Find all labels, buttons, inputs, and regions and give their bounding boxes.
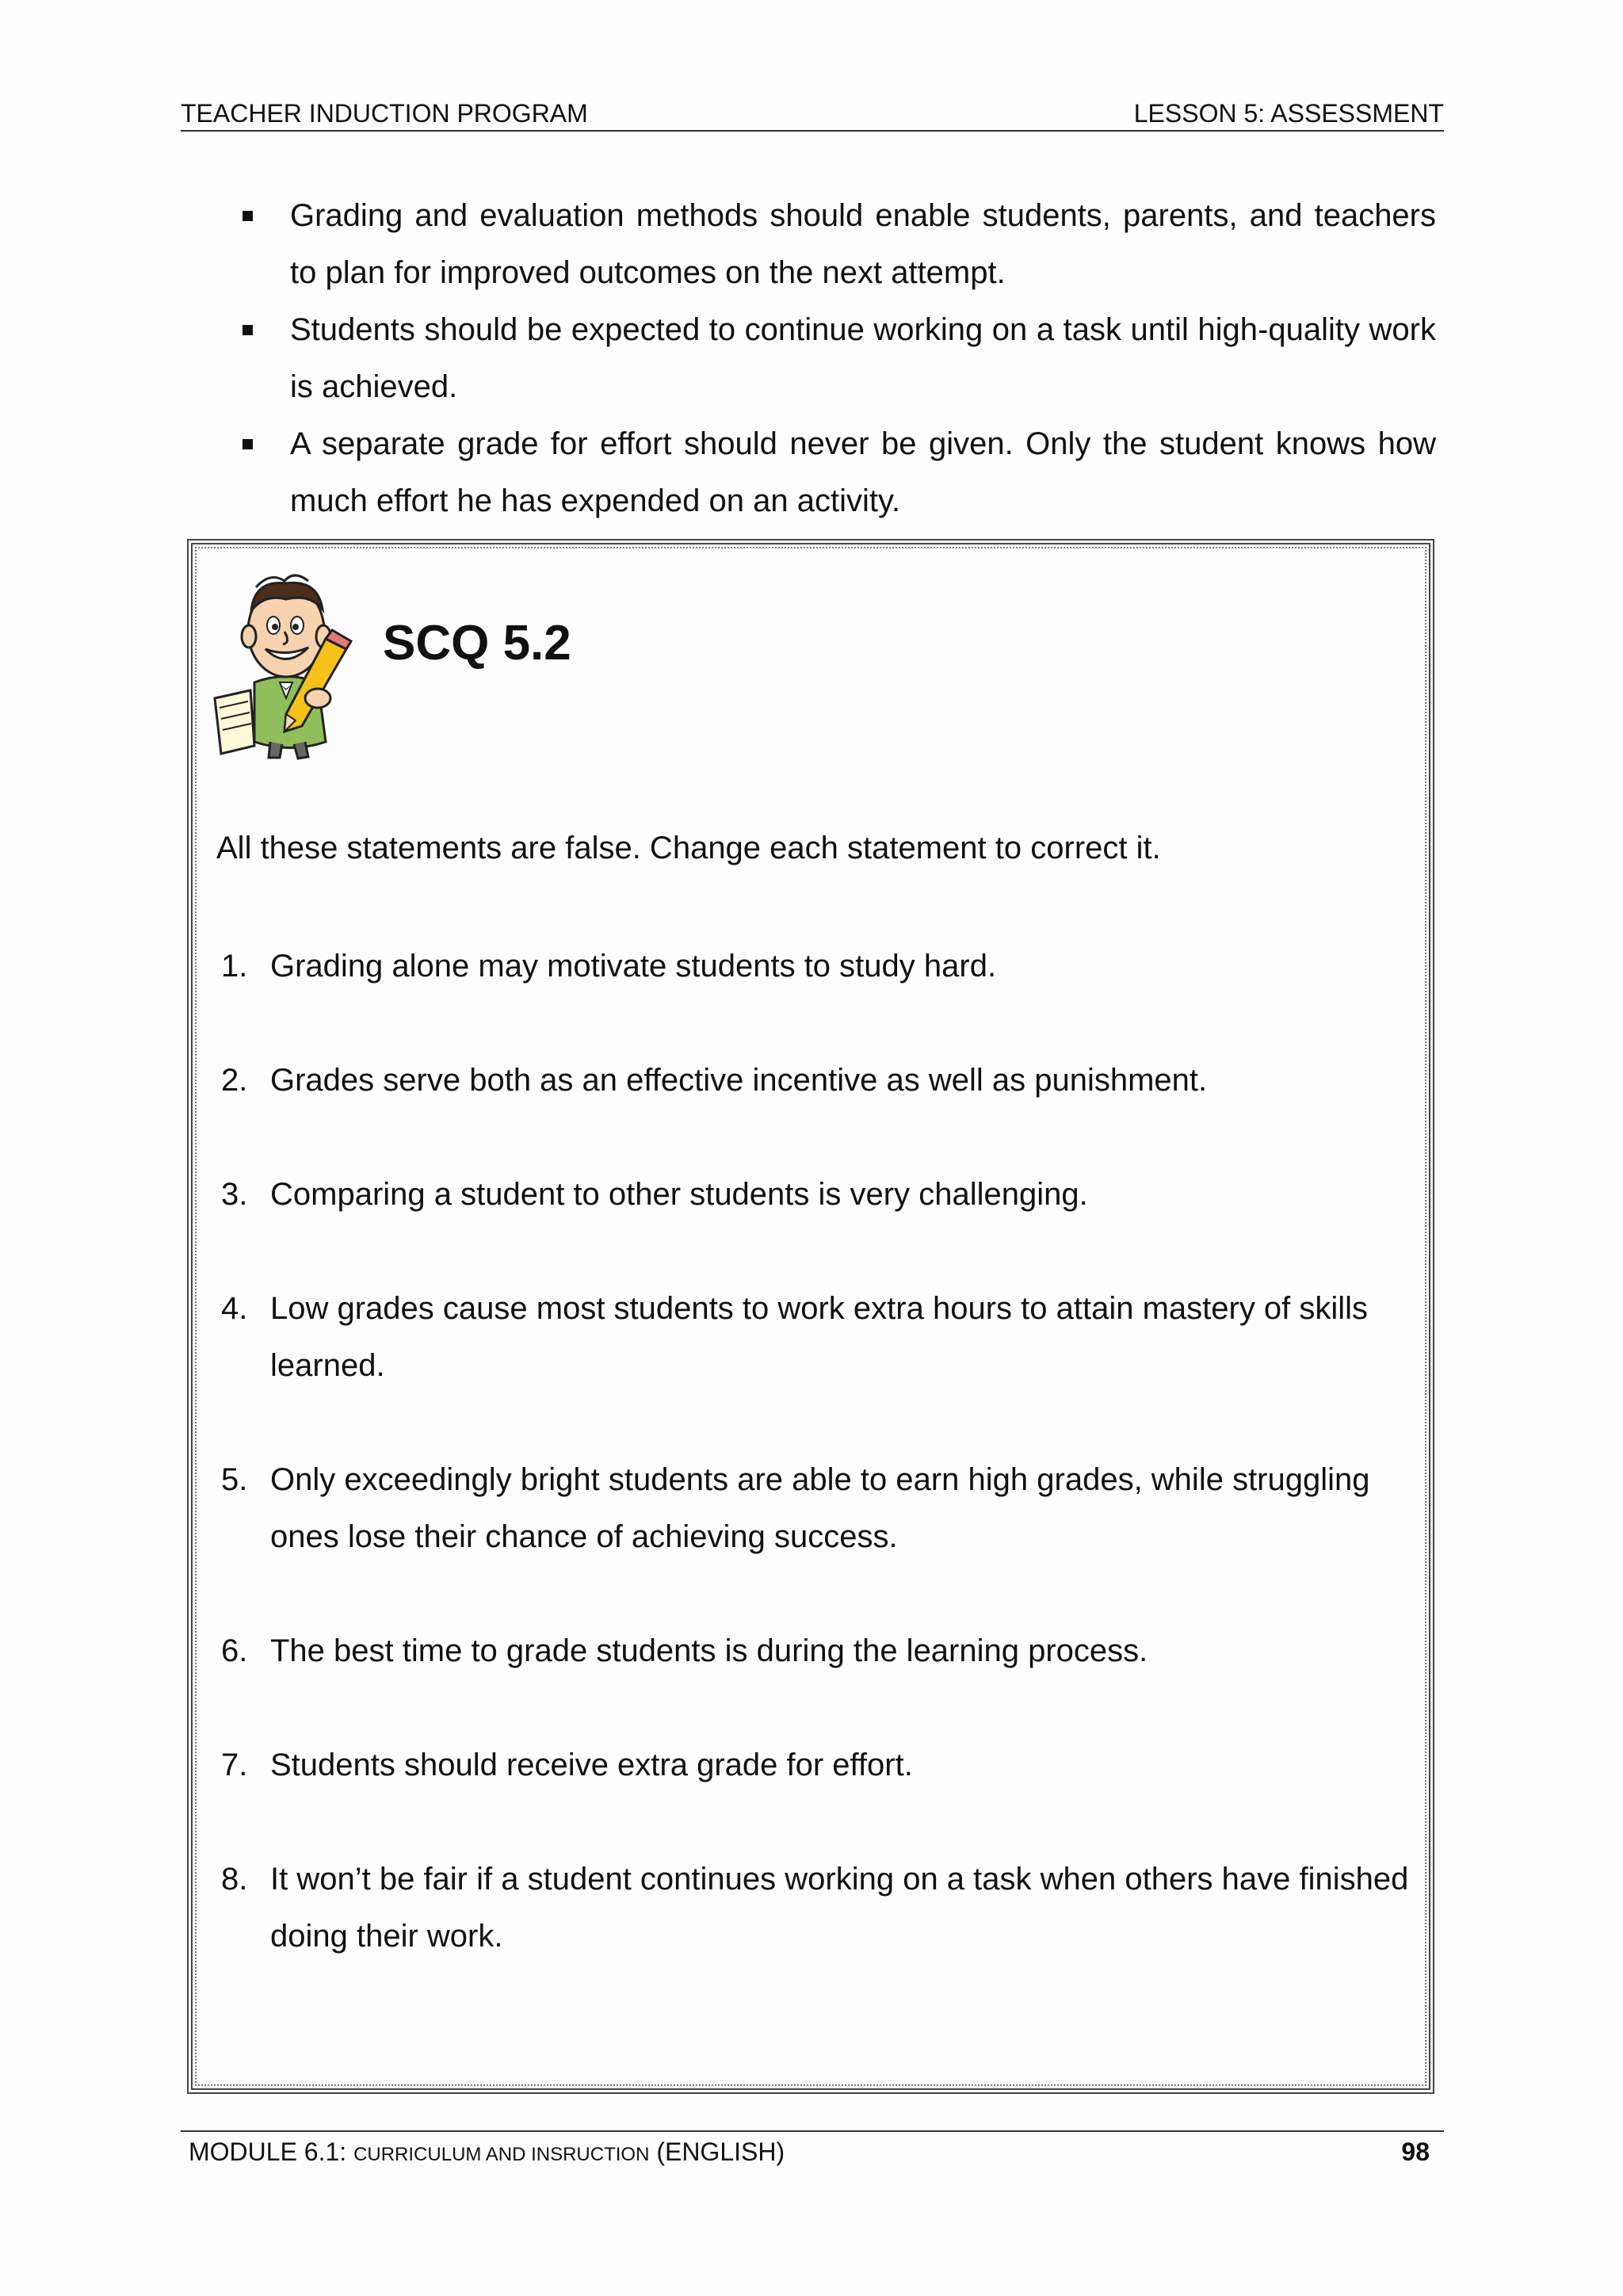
question-item	[216, 1451, 1429, 1565]
question-item	[216, 1052, 1429, 1109]
square-bullet-icon	[242, 325, 253, 335]
footer-module-subject: (ENGLISH)	[656, 2137, 785, 2166]
page-number: 98	[1401, 2137, 1430, 2166]
footer-module	[189, 2137, 785, 2170]
question-text: Grades serve both as an effective incentive as well as punishment.	[270, 1063, 1208, 1098]
footer-module-label: MODULE 6.1:	[189, 2137, 347, 2166]
scq-instruction: All these statements are false. Change each statement to correct it.	[216, 831, 1161, 865]
bullet-text: Students should be expected to continue working on a task until high-quality work is achieved.	[290, 312, 1436, 404]
question-text: Low grades cause most students to work extra hours to attain mastery of skills learned.	[270, 1291, 1369, 1383]
question-text: Grading alone may motivate students to study hard.	[270, 949, 997, 984]
question-number: 7.	[221, 1748, 248, 1782]
bullet-text: A separate grade for effort should never be given. Only the student knows how much effort he has expended on an activity.	[290, 426, 1436, 518]
question-item	[216, 1622, 1429, 1679]
bullet-item	[238, 301, 1436, 415]
question-number: 6.	[221, 1633, 248, 1668]
question-number: 3.	[221, 1177, 248, 1212]
page-header	[181, 98, 1444, 132]
scq-box	[187, 539, 1434, 2094]
question-number: 4.	[221, 1291, 248, 1326]
square-bullet-icon	[242, 439, 253, 449]
question-item	[216, 1851, 1429, 1965]
bullet-item	[238, 187, 1436, 301]
question-item	[216, 1280, 1429, 1394]
question-item	[216, 1166, 1429, 1223]
question-text: Comparing a student to other students is very challenging.	[270, 1177, 1088, 1212]
teacher-with-pencil-icon	[207, 563, 365, 762]
bullet-list	[238, 187, 1436, 529]
question-text: It won’t be fair if a student continues working on a task when others have finished doing their work.	[270, 1862, 1409, 1954]
question-item	[216, 1736, 1429, 1794]
question-text: Students should receive extra grade for effort.	[270, 1748, 913, 1782]
question-number: 2.	[221, 1063, 248, 1098]
question-text: Only exceedingly bright students are able to earn high grades, while struggling ones lose their chance of achieving success.	[270, 1462, 1370, 1554]
page-footer	[181, 2130, 1444, 2165]
scq-title: SCQ 5.2	[383, 616, 571, 670]
question-number: 5.	[221, 1462, 248, 1497]
bullet-text: Grading and evaluation methods should enable students, parents, and teachers to plan for improved outcomes on the next attempt.	[290, 198, 1436, 290]
bullet-item	[238, 415, 1436, 529]
footer-module-subtitle: CURRICULUM AND INSRUCTION	[353, 2144, 650, 2165]
question-text: The best time to grade students is during the learning process.	[270, 1633, 1148, 1668]
question-item	[216, 938, 1429, 995]
header-program: TEACHER INDUCTION PROGRAM	[181, 99, 588, 128]
question-list	[216, 938, 1429, 1965]
square-bullet-icon	[242, 211, 253, 221]
header-lesson: LESSON 5: ASSESSMENT	[1133, 99, 1444, 128]
question-number: 8.	[221, 1862, 248, 1897]
question-number: 1.	[221, 949, 248, 984]
